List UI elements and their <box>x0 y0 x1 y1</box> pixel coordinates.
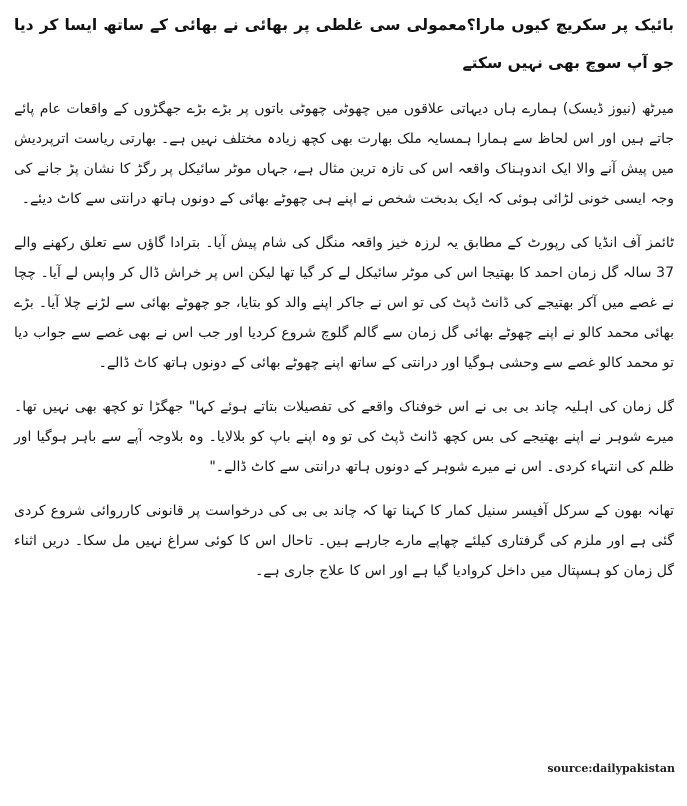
article-paragraph: ٹائمز آف انڈیا کی رپورٹ کے مطابق یہ لرزہ خیز واقعہ منگل کی شام پیش آیا۔ بترادا گاؤں سے تعلق رکھنے والے 37 سالہ گل زمان احمد کا بھتیجا اس کی موٹر سائیکل لے کر گیا تھا لیکن اس پر خراش ڈال کر واپس لے آیا۔ چچا نے غصے میں آکر بھتیجے کی ڈانٹ ڈپٹ کی تو اس نے جاکر اپنے والد کو بتایا، جو چھوٹے بھائی سے لڑنے چلا آیا۔ بڑے بھائی محمد کالو نے اپنے چھوٹے بھائی گل زمان سے گالم گلوچ شروع کردیا اور جب اس نے بھی غصے سے جواب دیا تو محمد کالو غصے سے وحشی ہوگیا اور درانتی کے ساتھ اپنے چھوٹے بھائی کے دونوں ہاتھ کاٹ ڈالے۔ <box>14 235 674 371</box>
article-paragraph: گل زمان کی اہلیہ چاند بی بی نے اس خوفناک واقعے کی تفصیلات بتاتے ہوئے کہا" جھگڑا تو کچھ بھی نہیں تھا۔ میرے شوہر نے اپنے بھتیجے کی بس کچھ ڈانٹ ڈپٹ کی تو وہ اپنے باپ کو بلالایا۔ وہ بلاوجہ آپے سے باہر ہوگیا اور ظلم کی انتہاء کردی۔ اس نے میرے شوہر کے دونوں ہاتھ درانتی سے کاٹ ڈالے۔" <box>14 399 674 475</box>
article-headline: بائیک پر سکریچ کیوں مارا؟معمولی سی غلطی پر بھائی نے بھائی کے ساتھ ایسا کر دیا جو آپ سوچ بھی نہیں سکتے <box>14 16 674 72</box>
source-credit: source:dailypakistan <box>547 762 675 775</box>
article <box>14 6 674 600</box>
article-paragraph: میرٹھ (نیوز ڈیسک) ہمارے ہاں دیہاتی علاقوں میں چھوٹی چھوٹی باتوں پر بڑے بڑے جھگڑوں کے واقعات عام پائے جاتے ہیں اور اس لحاظ سے ہمارا ہمسایہ ملک بھارت بھی کچھ زیادہ مختلف نہیں ہے۔ بھارتی ریاست اترپردیش میں پیش آنے والا ایک اندوہناک واقعہ اس کی تازہ ترین مثال ہے، جہاں موٹر سائیکل پر رگڑ کا نشان پڑ جانے کی وجہ ایسی خونی لڑائی ہوئی کہ ایک بدبخت شخص نے اپنے ہی چھوٹے بھائی کے دونوں ہاتھ درانتی سے کاٹ دیئے۔ <box>14 101 674 207</box>
article-paragraph: تھانہ بھون کے سرکل آفیسر سنیل کمار کا کہنا تھا کہ چاند بی بی کی درخواست پر قانونی کارروائی شروع کردی گئی ہے اور ملزم کی گرفتاری کیلئے چھاپے مارے جارہے ہیں۔ تاحال اس کا کوئی سراغ نہیں مل سکا۔ دریں اثناء گل زمان کو ہسپتال میں داخل کروادیا گیا ہے اور اس کا علاج جاری ہے۔ <box>14 503 674 579</box>
